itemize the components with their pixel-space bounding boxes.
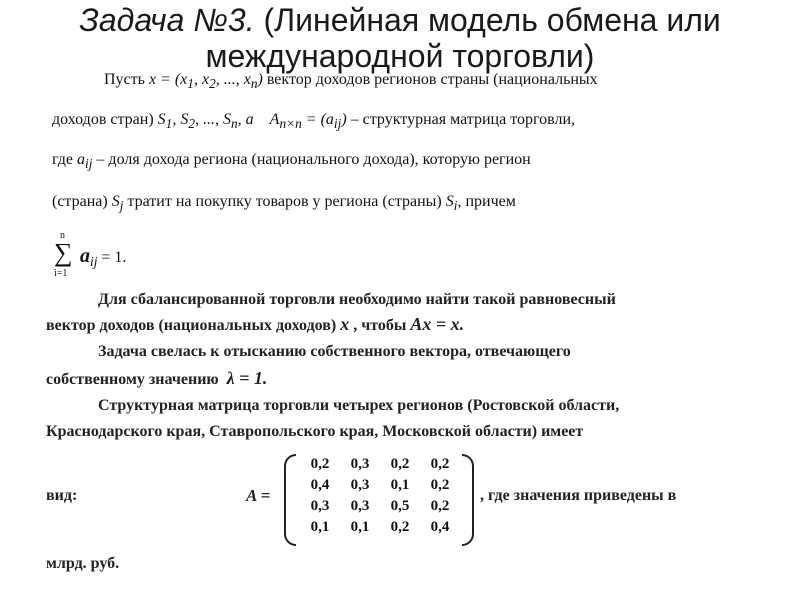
matrix-cell: 0,1: [350, 519, 370, 535]
p1-l4-Si: $S_i$: [445, 193, 458, 214]
p2-l2-x: x: [340, 314, 350, 334]
matrix-cell: 0,1: [390, 477, 410, 493]
sum-ij: ij: [90, 254, 98, 270]
matrix-cell: 0,4: [310, 477, 330, 493]
matrix-cell: 0,3: [350, 456, 370, 472]
sum-eq: = 1.: [97, 249, 127, 266]
p2-line7-a: вид:: [46, 487, 78, 504]
p1-l4-text-b: тратит на покупку товаров у региона (страны): [127, 193, 442, 210]
p2-l4-lambda: λ = 1.: [226, 368, 268, 388]
p1-l4-text-a: (страна): [52, 193, 108, 210]
p1-l4-text-c: , причем: [457, 193, 516, 210]
title-lead: Задача №3.: [79, 2, 255, 38]
p1-l1-vector-x: $x = (x_1$, $x_2$, ..., $x_n$): [148, 71, 263, 92]
sum-expression: [80, 246, 126, 272]
p2-line2: [46, 314, 464, 336]
p1-line3: [52, 150, 531, 174]
slide-title-line1: [0, 2, 800, 38]
matrix-cell: 0,3: [350, 498, 370, 514]
matrix-cell: 0,2: [430, 456, 450, 472]
p1-line4: [52, 192, 516, 216]
sum-a: a: [80, 245, 90, 267]
p1-line1: [104, 70, 598, 94]
matrix-cell: 0,2: [310, 456, 330, 472]
p1-line2: [52, 110, 575, 134]
p2-line1: Для сбалансированной торговли необходимо найти такой равновесный: [98, 291, 616, 308]
matrix-label-A: A =: [246, 486, 271, 505]
p1-l2-text-a: доходов стран): [52, 111, 154, 128]
p1-l3-text-a: где: [52, 151, 74, 168]
matrix-cell: 0,2: [430, 498, 450, 514]
p2-line5: Структурная матрица торговли четырех регионов (Ростовской области,: [98, 397, 620, 414]
p2-l2-equation: Ax = x.: [410, 314, 465, 334]
p1-l2-text-b: – структурная матрица торговли,: [350, 111, 576, 128]
matrix-cell: 0,3: [350, 477, 370, 493]
p2-line7-b: , где значения приведены в: [480, 487, 677, 504]
matrix-cell: 0,3: [310, 498, 330, 514]
sum-lower-limit: i=1: [54, 268, 68, 279]
matrix-cell: 0,2: [390, 456, 410, 472]
p1-l3-text-b: – доля дохода региона (национального дохода), которую регион: [96, 151, 531, 168]
p2-line3: Задача свелась к отысканию собственного вектора, отвечающего: [98, 343, 571, 360]
p2-line6: Краснодарского края, Ставропольского края, Московской области) имеет: [46, 423, 584, 440]
matrix-cell: 0,1: [310, 519, 330, 535]
slide-title-line2: международной торговли): [205, 38, 595, 74]
matrix-right-bracket: [462, 454, 474, 546]
p1-l2-matrix-A: $A_{n\times n} = (a_{ij})$: [269, 111, 347, 132]
trade-matrix: [284, 454, 474, 542]
matrix-cell: 0,4: [430, 519, 450, 535]
p2-l2-text-b: , чтобы: [353, 317, 407, 334]
p1-l1-text-a: Пусть: [104, 71, 145, 88]
title-rest: (Линейная модель обмена или: [254, 2, 721, 38]
matrix-cell: 0,2: [430, 477, 450, 493]
matrix-left-bracket: [284, 454, 296, 546]
sum-upper-limit: n: [60, 230, 65, 241]
matrix-cell: 0,2: [390, 519, 410, 535]
p1-l4-Sj: $S_j$: [111, 193, 124, 214]
matrix-cell: 0,5: [390, 498, 410, 514]
sum-symbol: ∑: [54, 238, 73, 267]
p2-line8: млрд. руб.: [46, 555, 120, 572]
p2-l2-text-a: вектор доходов (национальных доходов): [46, 317, 337, 334]
p2-l4-text-a: собственному значению: [46, 371, 219, 388]
p1-l2-regions: $S_1$, $S_2$, ..., $S_n$, а: [157, 111, 254, 132]
matrix-grid: [300, 456, 460, 540]
p2-line4: [46, 368, 267, 390]
p1-l3-aij: $a_{ij}$: [77, 151, 93, 172]
p1-l1-text-b: вектор доходов регионов страны (национальных: [266, 71, 598, 88]
